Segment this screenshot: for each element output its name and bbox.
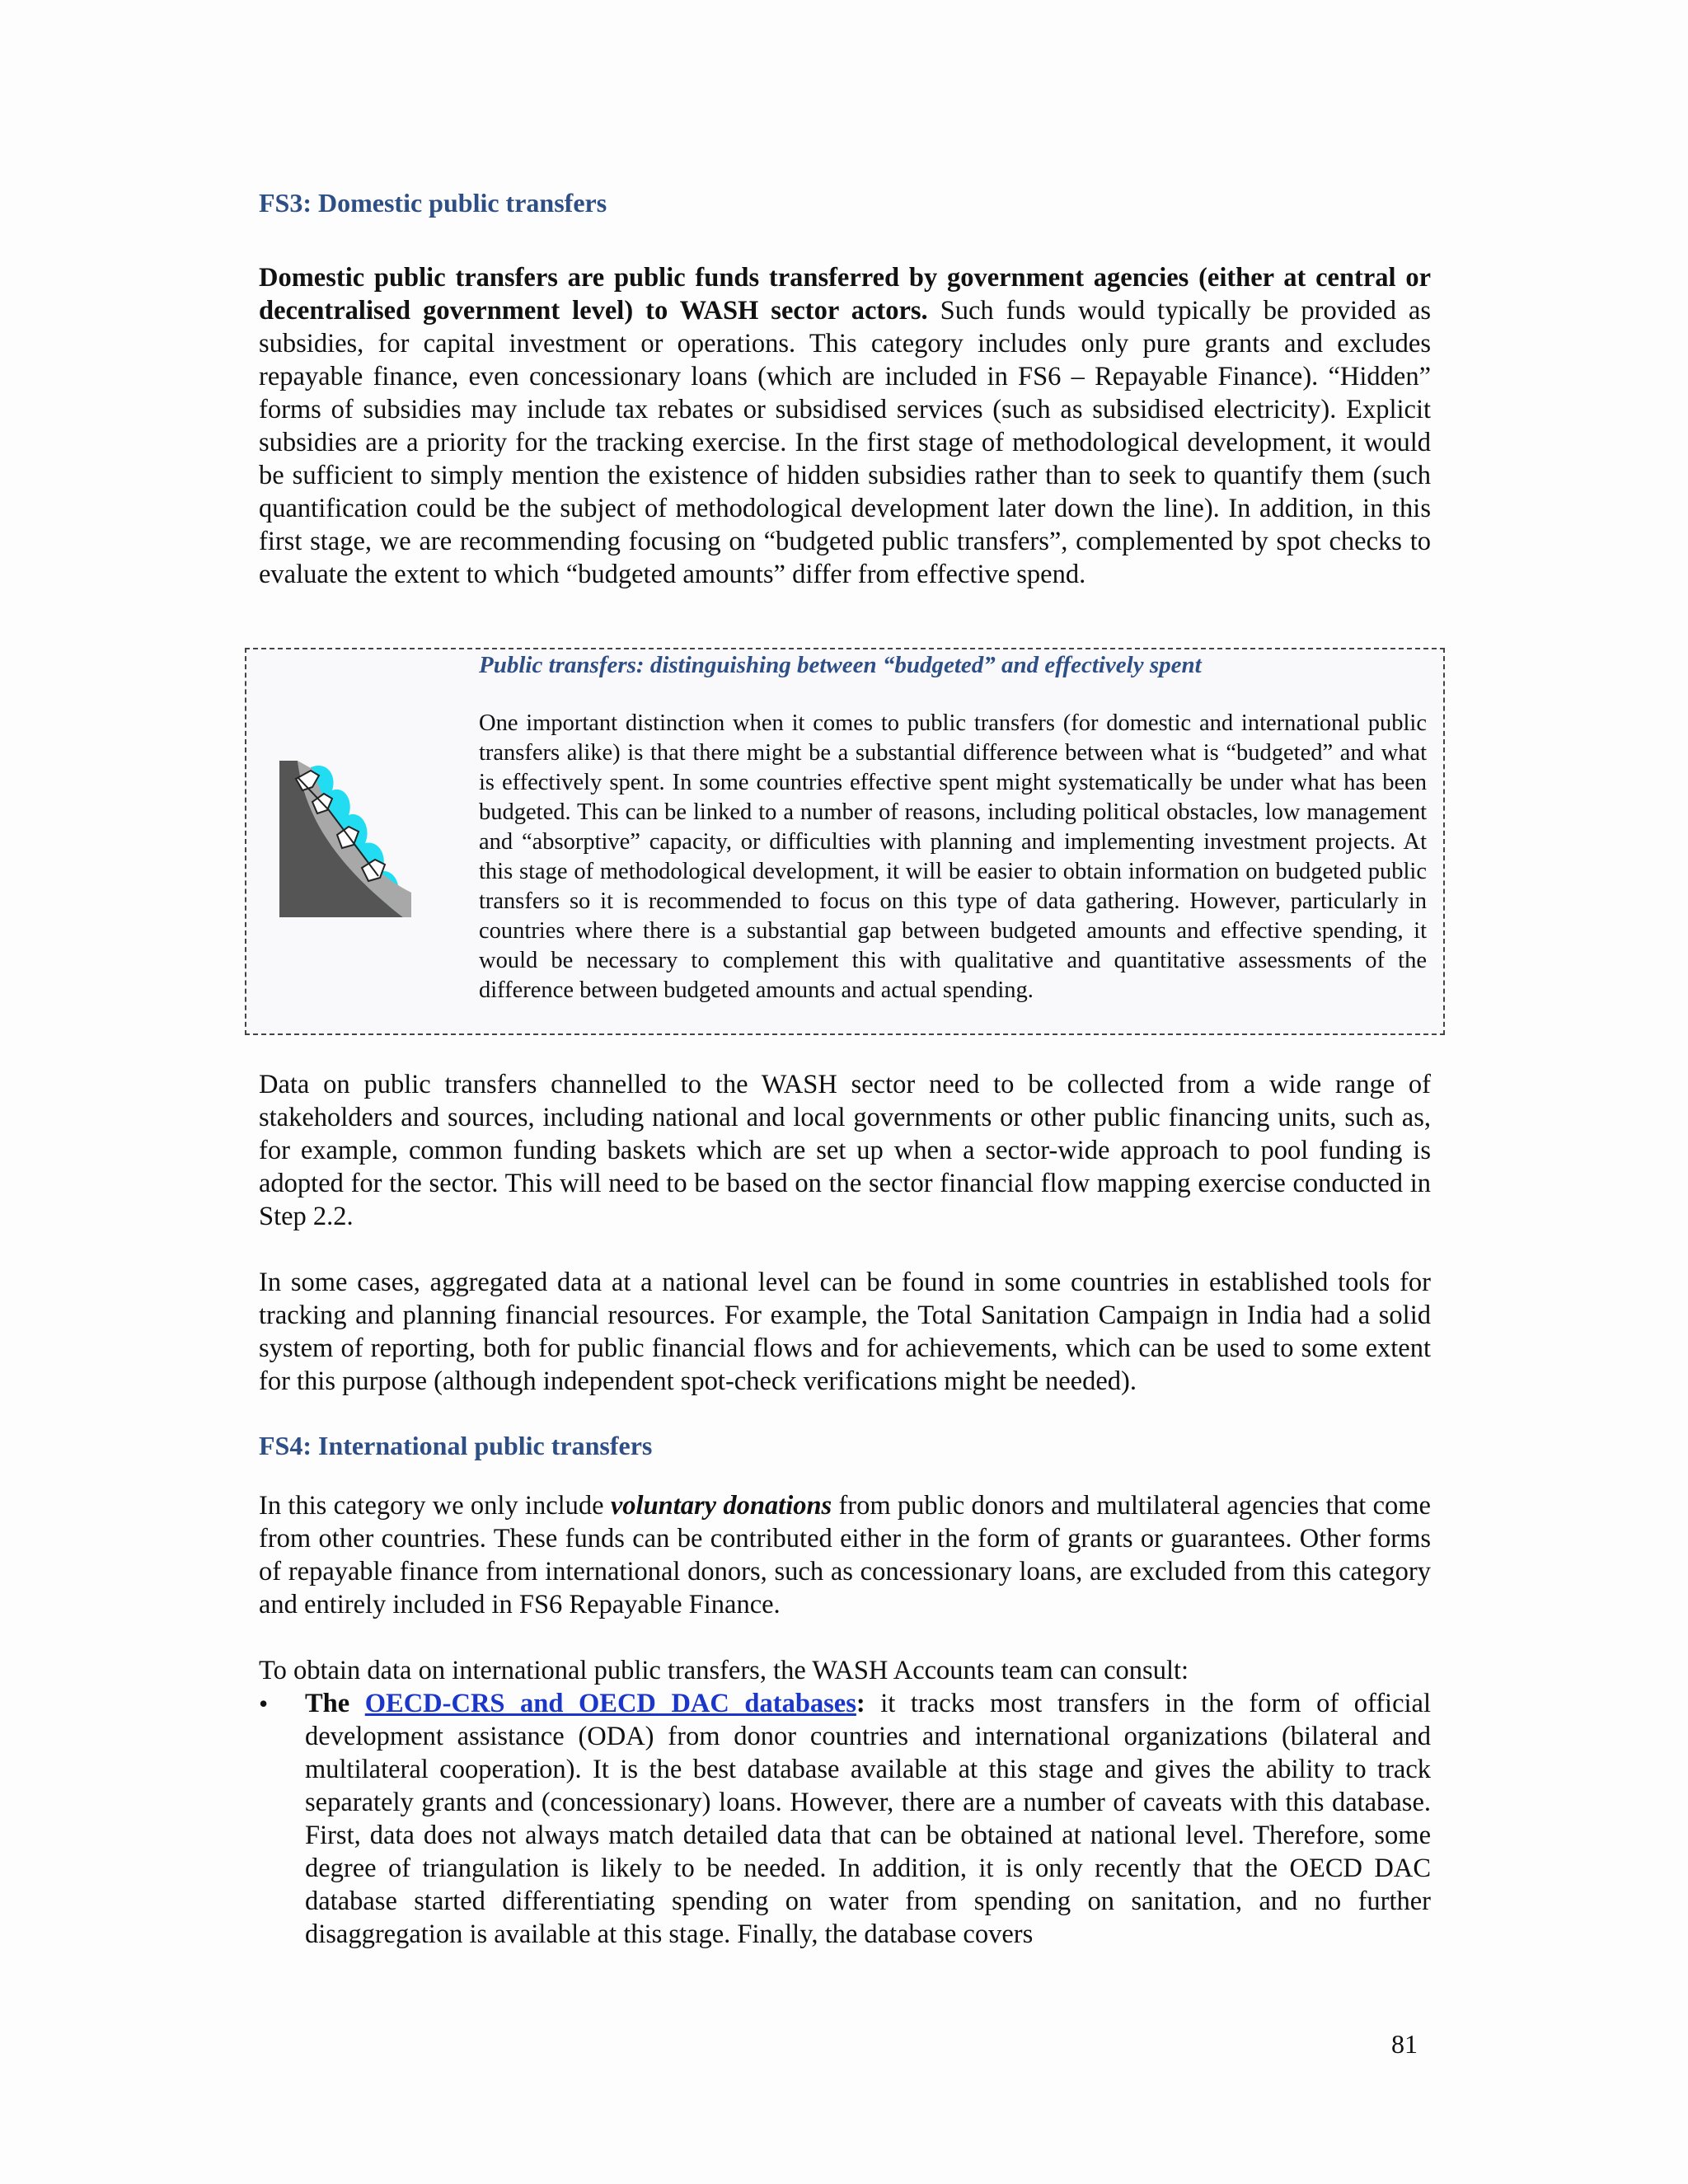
callout-title: Public transfers: distinguishing between “budgeted” and effectively spent <box>479 652 1202 678</box>
bullet-lead: The <box>305 1689 365 1718</box>
callout-text: One important distinction when it comes to public transfers (for domestic and international public transfers alike) is that there might be a substantial difference between what is “budgeted” and what is effectively spent. In some countries effective spent might systematically be under what has been budgeted. This can be linked to a number of reasons, including political obstacles, low management and “absorptive” capacity, or difficulties with planning and implementing investment projects. At this stage of methodological development, it will be easier to obtain information on budgeted public transfers so it is recommended to focus on this type of data gathering. However, particularly in countries where there is a substantial gap between budgeted amounts and effective spending, it would be necessary to complement this with qualitative and quantitative assessments of the difference between budgeted amounts and actual spending. <box>479 710 1427 1003</box>
climbers-illustration <box>279 761 411 921</box>
fs3-heading: FS3: Domestic public transfers <box>259 188 607 218</box>
oecd-databases-link[interactable]: OECD-CRS and OECD DAC databases <box>364 1689 856 1718</box>
page-number: 81 <box>1391 2029 1418 2059</box>
fs4-heading: FS4: International public transfers <box>259 1431 653 1460</box>
callout-box <box>245 648 1445 1035</box>
bullet-text <box>305 1687 1431 1951</box>
bullet-icon: • <box>259 1689 269 1718</box>
body-continued <box>259 1068 1431 1951</box>
fs4-paragraph-start: In this category we only include <box>259 1491 611 1521</box>
fs3-paragraph <box>259 261 1431 591</box>
paragraph-data-collection: Data on public transfers channelled to the WASH sector need to be collected from a wide range of stakeholders and sources, including national and local governments or other public financing units, such as, for example, common funding baskets which are set up when a sector-wide approach to pool funding is adopted for the sector. This will need to be based on the sector financial flow mapping exercise conducted in Step 2.2. <box>259 1070 1431 1231</box>
bullet-body: it tracks most transfers in the form of official development assistance (ODA) from donor countries and international organizations (bilateral and multilateral cooperation). It is the best database available at this stage and gives the ability to track separately grants and (concessionary) loans. However, there are a number of caveats with this database. First, data does not always match detailed data that can be obtained at national level. Therefore, some degree of triangulation is likely to be needed. In addition, it is only recently that the OECD DAC database started differentiating spending on water from spending on sanitation, and no further disaggregation is available at this stage. Finally, the database covers <box>305 1689 1431 1949</box>
fs3-section <box>259 188 1431 591</box>
fs4-paragraph <box>259 1489 1431 1621</box>
bullet-colon: : <box>856 1689 865 1718</box>
fs3-paragraph-rest: Such funds would typically be provided as subsidies, for capital investment or operations. This category includes only pure grants and excludes repayable finance, even concessionary loans (which are included in FS6 – Repayable Finance). “Hidden” forms of subsidies may include tax rebates or subsidised services (such as subsidised electricity). Explicit subsidies are a priority for the tracking exercise. In the first stage of methodological development, it would be sufficient to simply mention the existence of hidden subsidies rather than to seek to quantify them (such quantification could be the subject of methodological development later down the line). In addition, in this first stage, we are recommending focusing on “budgeted public transfers”, complemented by spot checks to evaluate the extent to which “budgeted amounts” differ from effective spend. <box>259 296 1432 589</box>
fs4-paragraph-end: from public donors and multilateral agencies that come from other countries. These funds can be contributed either in the form of grants or guarantees. Other forms of repayable finance from international donors, such as concessionary loans, are excluded from this category and entirely included in FS6 Repayable Finance. <box>259 1491 1431 1619</box>
list-item <box>259 1687 1431 1951</box>
fs4-intro: To obtain data on international public transfers, the WASH Accounts team can consult: <box>259 1656 1189 1685</box>
paragraph-aggregated-data: In some cases, aggregated data at a national level can be found in some countries in established tools for tracking and planning financial resources. For example, the Total Sanitation Campaign in India had a solid system of reporting, both for public financial flows and for achievements, which can be used to some extent for this purpose (although independent spot-check verifications might be needed). <box>259 1268 1431 1396</box>
fs3-bold-lead: Domestic public transfers are public funds transferred by government agencies (either at central or decentralised government level) to WASH sector actors. <box>259 263 1431 326</box>
fs4-emphasis: voluntary donations <box>610 1491 832 1521</box>
